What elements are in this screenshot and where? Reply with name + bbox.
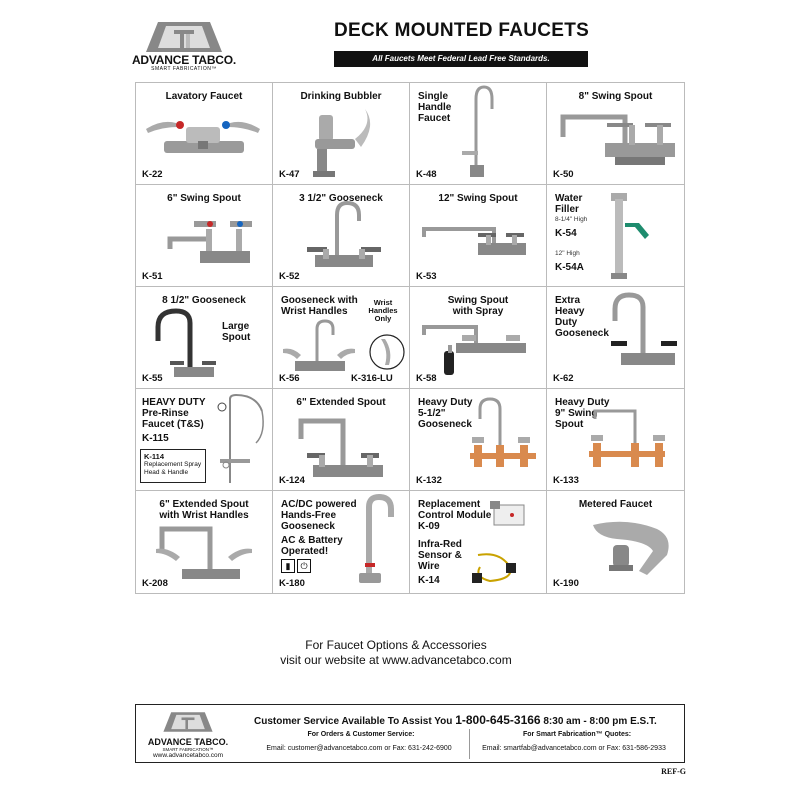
customer-service-line [254, 713, 657, 727]
product-code-alt: K-54A [555, 262, 584, 273]
product-cell-k47[interactable] [273, 83, 410, 185]
product-title: AC/DC powered Hands-Free Gooseneck [281, 499, 357, 532]
product-title: Lavatory Faucet [165, 91, 243, 102]
spout-size-note: Large Spout [222, 321, 251, 343]
quotes-contact[interactable]: Email: smartfab@advancetabco.com or Fax: 631-586-2933 [482, 745, 666, 752]
lavatory-faucet-image [142, 111, 264, 161]
product-code: K-62 [553, 373, 574, 384]
product-cell-k133[interactable] [547, 389, 684, 491]
battery-icon: ▮ [281, 559, 295, 573]
product-cell-k56[interactable] [273, 287, 410, 389]
product-title: Replacement Control Module [418, 499, 492, 521]
product-code: K-124 [279, 475, 305, 486]
product-cell-k48[interactable] [410, 83, 547, 185]
product-code: K-09 [418, 521, 440, 532]
gooseneck-wrist-handles-image [279, 319, 359, 377]
replacement-part-box [140, 449, 206, 483]
product-cell-k58[interactable] [410, 287, 547, 389]
contact-box [135, 704, 685, 763]
product-cell-k62[interactable] [547, 287, 684, 389]
orders-contact[interactable]: Email: customer@advancetabco.com or Fax: 631-242-6900 [266, 745, 452, 752]
power-note: AC & Battery Operated! [281, 535, 343, 557]
product-code: K-55 [142, 373, 163, 384]
lead-free-banner: All Faucets Meet Federal Lead Free Standards. [334, 51, 588, 67]
product-cell-k22[interactable] [136, 83, 273, 185]
product-cell-k52[interactable] [273, 185, 410, 287]
website-text: visit our website at www.advancetabco.com [280, 653, 512, 667]
gooseneck-3-5-image [301, 201, 391, 279]
product-code: K-180 [279, 578, 305, 589]
product-code: K-50 [553, 169, 574, 180]
size-note: 8-1/4" High [555, 216, 588, 223]
metered-faucet-image [587, 515, 677, 579]
hands-free-gooseneck-image [347, 493, 405, 587]
extra-heavy-gooseneck-image [607, 291, 679, 375]
faucet-options-text: For Faucet Options & Accessories [305, 638, 487, 652]
contact-divider [469, 729, 470, 759]
size-note: 12" High [555, 250, 580, 257]
product-code: K-133 [553, 475, 579, 486]
pre-rinse-faucet-image [216, 393, 270, 487]
drinking-bubbler-image [303, 105, 383, 183]
cs-prefix: Customer Service Available To Assist You [254, 716, 453, 727]
product-code: K-208 [142, 578, 168, 589]
product-code: K-47 [279, 169, 300, 180]
product-code: K-48 [416, 169, 437, 180]
product-code: K-132 [416, 475, 442, 486]
product-title: Gooseneck with Wrist Handles [281, 295, 358, 317]
product-code: K-54 [555, 228, 577, 239]
control-module-image [490, 499, 530, 529]
product-title: 6" Swing Spout [167, 193, 241, 204]
wrist-handles-note: Wrist Handles Only [368, 298, 398, 323]
single-handle-faucet-image [456, 85, 506, 181]
product-title: Metered Faucet [578, 499, 653, 510]
product-code-alt: K-14 [418, 575, 440, 586]
product-code-alt: K-316-LU [351, 373, 393, 384]
replacement-code: K-114 [144, 452, 165, 461]
product-code: K-56 [279, 373, 300, 384]
brand-logo [128, 20, 240, 78]
infra-red-sensor-image [470, 547, 520, 587]
heavy-duty-swing-spout-image [575, 407, 675, 475]
product-cell-k208[interactable] [136, 491, 273, 593]
product-code: K-190 [553, 578, 579, 589]
swing-spout-6-image [160, 209, 260, 269]
product-code: K-22 [142, 169, 163, 180]
footer-logo-brand: ADVANCE TABCO. [147, 737, 229, 747]
footer-website[interactable]: www.advancetabco.com [152, 752, 224, 759]
footer-logo [142, 711, 234, 752]
product-title: Heavy Duty 5-1/2" Gooseneck [418, 397, 473, 430]
extended-spout-wrist-image [154, 523, 254, 585]
product-title: Swing Spout with Spray [447, 295, 509, 317]
logo-brand-text: ADVANCE TABCO. [131, 53, 237, 67]
product-cell-k55[interactable] [136, 287, 273, 389]
swing-spout-8-image [555, 107, 679, 169]
wrist-handle-part-image [369, 329, 405, 375]
extended-spout-6-image [289, 411, 389, 483]
product-title: Drinking Bubbler [300, 91, 382, 102]
page-title: DECK MOUNTED FAUCETS [334, 20, 590, 41]
orders-heading: For Orders & Customer Service: [307, 731, 415, 738]
product-code: K-115 [142, 433, 169, 444]
product-cell-k54[interactable] [547, 185, 684, 287]
product-cell-k124[interactable] [273, 389, 410, 491]
product-cell-k50[interactable] [547, 83, 684, 185]
product-title: Water Filler [555, 193, 583, 215]
heavy-duty-gooseneck-image [466, 397, 540, 473]
product-cell-k115[interactable] [136, 389, 273, 491]
phone-number[interactable]: 1-800-645-3166 [455, 713, 541, 727]
product-code: K-53 [416, 271, 437, 282]
product-grid [135, 82, 685, 594]
product-cell-k180[interactable] [273, 491, 410, 593]
water-filler-image [605, 189, 675, 281]
product-cell-k09-k14[interactable] [410, 491, 547, 593]
product-title-alt: Infra-Red Sensor & Wire [418, 539, 462, 572]
footer-logo-sub: SMART FABRICATION™ [162, 747, 214, 752]
logo-mark-icon [144, 20, 224, 54]
product-title: 8" Swing Spout [578, 91, 653, 102]
product-code: K-51 [142, 271, 163, 282]
product-code: K-58 [416, 373, 437, 384]
plug-icon: ⏻ [297, 559, 311, 573]
quotes-heading: For Smart Fabrication™ Quotes: [522, 731, 632, 738]
replacement-text: Replacement Spray Head & Handle [144, 461, 202, 476]
product-title: 3 1/2" Gooseneck [299, 193, 383, 204]
product-title: 12" Swing Spout [438, 193, 518, 204]
product-title: Extra Heavy Duty Gooseneck [555, 295, 609, 339]
reference-code: REF-G [661, 767, 686, 776]
product-cell-k53[interactable] [410, 185, 547, 287]
cs-hours: 8:30 am - 8:00 pm E.S.T. [543, 716, 657, 727]
logo-mark-icon [156, 711, 220, 733]
product-title: HEAVY DUTY Pre-Rinse Faucet (T&S) [142, 397, 206, 430]
product-cell-k132[interactable] [410, 389, 547, 491]
logo-sub-text: SMART FABRICATION™ [151, 66, 217, 72]
product-cell-k190[interactable] [547, 491, 684, 593]
swing-spout-12-image [420, 219, 534, 269]
product-code: K-52 [279, 271, 300, 282]
product-title: 6" Extended Spout with Wrist Handles [159, 499, 249, 521]
product-title: 8 1/2" Gooseneck [162, 295, 246, 306]
product-title: Single Handle Faucet [418, 91, 452, 124]
product-cell-k51[interactable] [136, 185, 273, 287]
gooseneck-8-5-image [144, 307, 224, 383]
product-title: Heavy Duty 9" Swing Spout [555, 397, 610, 430]
product-title: 6" Extended Spout [296, 397, 386, 408]
